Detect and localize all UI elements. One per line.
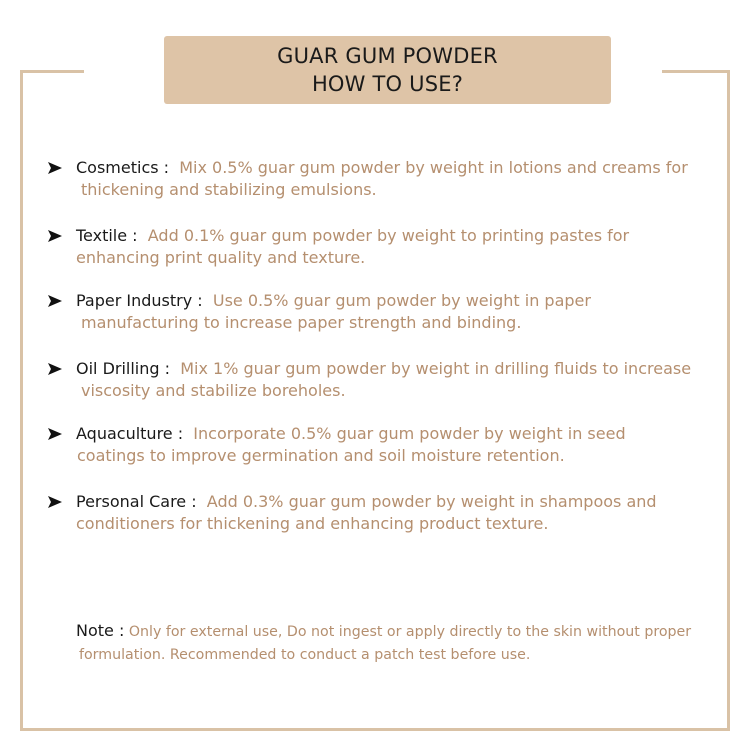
use-item-paper-industry (48, 290, 728, 334)
use-description-line-1: Add 0.1% guar gum powder by weight to printing pastes for (147, 226, 630, 245)
use-description-line-1: Add 0.3% guar gum powder by weight in shampoos and (206, 492, 657, 511)
title-banner (164, 36, 611, 104)
use-item-textile (48, 225, 728, 269)
arrow-bullet-icon (48, 290, 64, 312)
frame-top-left (20, 70, 84, 73)
use-description-line-2: thickening and stabilizing emulsions. (81, 180, 377, 199)
use-label: Textile : (76, 226, 138, 245)
note-label: Note : (76, 621, 125, 640)
title-line-1: GUAR GUM POWDER (277, 44, 498, 68)
use-description-line-2: enhancing print quality and texture. (76, 248, 366, 267)
use-description-line-1: Mix 1% guar gum powder by weight in drilling fluids to increase (180, 359, 692, 378)
use-label: Cosmetics : (76, 158, 170, 177)
use-description-line-1: Use 0.5% guar gum powder by weight in paper (212, 291, 591, 310)
use-label: Oil Drilling : (76, 359, 171, 378)
use-item-oil-drilling (48, 358, 728, 402)
arrow-bullet-icon (48, 225, 64, 247)
use-description-line-2: viscosity and stabilize boreholes. (81, 381, 346, 400)
title-line-2: HOW TO USE? (311, 72, 464, 96)
use-label: Personal Care : (76, 492, 197, 511)
use-label: Aquaculture : (76, 424, 184, 443)
note-block (76, 619, 736, 667)
use-item-aquaculture (48, 423, 728, 467)
arrow-bullet-icon (48, 157, 64, 179)
note-line-2: formulation. Recommended to conduct a patch test before use. (79, 647, 531, 663)
frame-bottom (20, 728, 730, 731)
note-line-1: Only for external use, Do not ingest or apply directly to the skin without proper (128, 624, 692, 640)
use-item-personal-care (48, 491, 728, 535)
use-item-cosmetics (48, 157, 728, 201)
frame-left (20, 70, 23, 731)
arrow-bullet-icon (48, 423, 64, 445)
use-description-line-1: Mix 0.5% guar gum powder by weight in lotions and creams for (179, 158, 688, 177)
use-description-line-1: Incorporate 0.5% guar gum powder by weight in seed (193, 424, 626, 443)
arrow-bullet-icon (48, 358, 64, 380)
use-description-line-2: coatings to improve germination and soil moisture retention. (77, 446, 565, 465)
use-label: Paper Industry : (76, 291, 203, 310)
use-description-line-2: manufacturing to increase paper strength and binding. (81, 313, 522, 332)
use-description-line-2: conditioners for thickening and enhancing product texture. (76, 514, 549, 533)
frame-top-right (662, 70, 730, 73)
arrow-bullet-icon (48, 491, 64, 513)
